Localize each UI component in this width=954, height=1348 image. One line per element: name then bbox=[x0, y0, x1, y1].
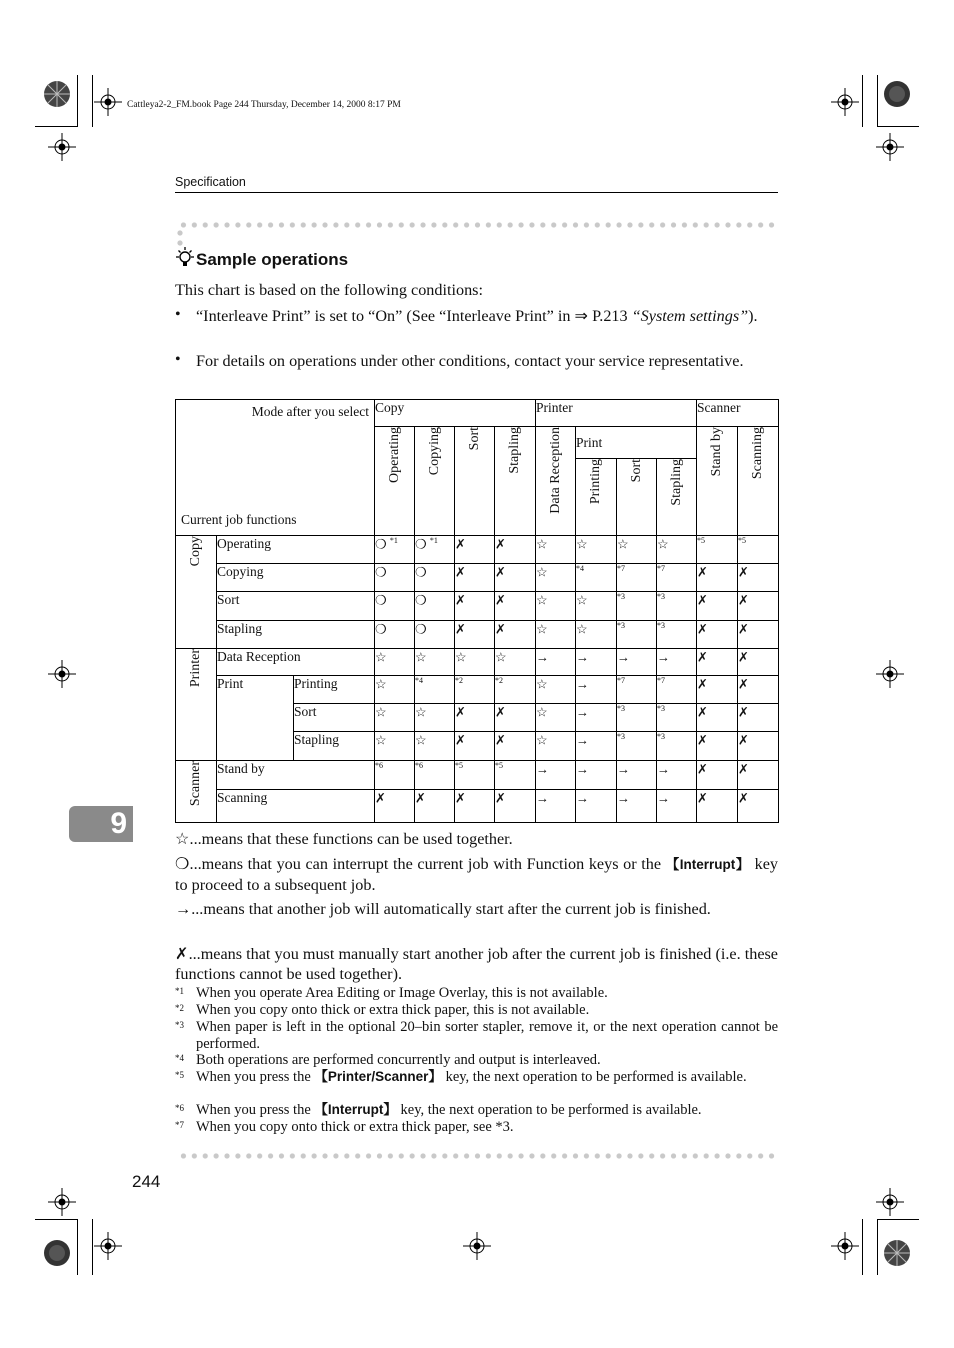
group-header-printer: Printer bbox=[536, 400, 697, 427]
footnote bbox=[175, 985, 778, 1002]
col-header: Stand by bbox=[709, 427, 725, 477]
row-group-header: Printer bbox=[188, 649, 203, 688]
table-cell: ❍ bbox=[415, 564, 455, 592]
row-label: Data Reception bbox=[217, 649, 301, 664]
table-cell: *5 bbox=[455, 761, 495, 790]
table-cell: ☆ bbox=[536, 732, 576, 761]
footnote-text: When you copy onto thick or extra thick paper, see *3. bbox=[196, 1119, 514, 1135]
row-label: Stapling bbox=[217, 621, 263, 636]
row-label: Sort bbox=[294, 704, 317, 719]
table-cell: ☆ bbox=[375, 732, 415, 761]
row-label: Printing bbox=[294, 676, 338, 691]
table-row bbox=[176, 761, 779, 790]
footnote-mark: *7 bbox=[175, 1120, 184, 1130]
dotted-corner bbox=[176, 228, 184, 248]
table-cell: ☆ bbox=[415, 704, 455, 732]
table-cell: ❍ bbox=[415, 621, 455, 649]
table-cell: ✗ bbox=[697, 790, 738, 823]
footnote bbox=[175, 1019, 778, 1052]
table-cell: ❍ bbox=[375, 592, 415, 621]
table-cell: ✗ bbox=[738, 621, 779, 649]
chapter-tab: 9 bbox=[69, 806, 133, 842]
col-header: Stapling bbox=[668, 459, 684, 506]
table-cell: *7 bbox=[657, 564, 697, 592]
table-cell: → bbox=[576, 676, 617, 704]
table-cell: ✗ bbox=[697, 592, 738, 621]
table-row bbox=[176, 676, 779, 704]
col-header: Sort bbox=[628, 459, 644, 483]
footnote-text: When paper is left in the optional 20–bin sorter stapler, remove it, or the next operation cannot be performed. bbox=[196, 1019, 778, 1052]
table-cell: ☆ bbox=[455, 649, 495, 676]
bullet-item: For details on operations under other conditions, contact your service representative. bbox=[196, 352, 744, 370]
table-cell: ☆ bbox=[375, 704, 415, 732]
table-cell: *3 bbox=[617, 592, 657, 621]
table-cell: ☆ bbox=[536, 704, 576, 732]
table-cell: ✗ bbox=[697, 649, 738, 676]
bullet-item: “Interleave Print” is set to “On” (See “Interleave Print” in ⇒ P.213 “System settings”). bbox=[196, 307, 758, 325]
table-cell: → bbox=[657, 790, 697, 823]
table-cell: ✗ bbox=[738, 732, 779, 761]
dotted-divider bbox=[178, 221, 778, 229]
table-cell: ☆ bbox=[536, 536, 576, 564]
legend-star: ☆...means that these functions can be used together. bbox=[175, 830, 513, 848]
registration-mark-icon bbox=[94, 88, 122, 116]
footnote bbox=[175, 1102, 778, 1119]
table-cell: → bbox=[576, 790, 617, 823]
table-cell: *3 bbox=[617, 732, 657, 761]
table-cell: ☆ bbox=[576, 592, 617, 621]
file-header: Cattleya2-2_FM.book Page 244 Thursday, December 14, 2000 8:17 PM bbox=[127, 100, 401, 110]
table-cell: ✗ bbox=[697, 732, 738, 761]
table-cell: *6 bbox=[415, 761, 455, 790]
table-cell: ☆ bbox=[576, 536, 617, 564]
table-cell: *3 bbox=[617, 621, 657, 649]
bullet-marker: • bbox=[175, 306, 181, 323]
table-cell: *3 bbox=[657, 592, 697, 621]
table-row bbox=[176, 564, 779, 592]
row-group-header: Scanner bbox=[188, 761, 203, 807]
table-cell: ✗ bbox=[495, 536, 536, 564]
table-cell: *3 bbox=[657, 732, 697, 761]
table-row bbox=[176, 592, 779, 621]
page-number: 244 bbox=[132, 1172, 161, 1191]
registration-mark-icon bbox=[48, 1188, 76, 1216]
row-label: Stand by bbox=[217, 761, 265, 776]
registration-mark-icon bbox=[94, 1232, 122, 1260]
table-cell: ✗ bbox=[375, 790, 415, 823]
registration-mark-icon bbox=[831, 1232, 859, 1260]
group-header-copy: Copy bbox=[375, 400, 536, 427]
table-cell: *2 bbox=[455, 676, 495, 704]
footnote-text: Both operations are performed concurrently and output is interleaved. bbox=[196, 1052, 601, 1068]
table-cell: ☆ bbox=[495, 649, 536, 676]
footnote bbox=[175, 1119, 778, 1136]
table-cell: → bbox=[617, 790, 657, 823]
table-cell: ☆ bbox=[576, 621, 617, 649]
col-header: Copying bbox=[426, 427, 442, 476]
table-cell: → bbox=[657, 649, 697, 676]
footnote-mark: *4 bbox=[175, 1053, 184, 1063]
footnote bbox=[175, 1002, 778, 1019]
legend-circle: ❍...means that you can interrupt the current job with Function keys or the 【Interrupt】 key to proceed to a subsequent job. bbox=[175, 855, 778, 894]
bullet-marker: • bbox=[175, 351, 181, 368]
table-cell: ✗ bbox=[738, 649, 779, 676]
footnote bbox=[175, 1052, 778, 1069]
registration-mark-icon bbox=[831, 88, 859, 116]
table-cell: ☆ bbox=[536, 621, 576, 649]
table-cell: ✗ bbox=[738, 676, 779, 704]
table-cell: *7 bbox=[617, 564, 657, 592]
table-cell: *7 bbox=[617, 676, 657, 704]
row-label: Scanning bbox=[217, 790, 268, 805]
table-cell: ❍ bbox=[375, 621, 415, 649]
footnote-mark: *1 bbox=[175, 986, 184, 996]
header-rule bbox=[175, 192, 778, 193]
table-cell: → bbox=[576, 761, 617, 790]
table-cell: ❍ bbox=[375, 564, 415, 592]
row-label: Stapling bbox=[294, 732, 340, 747]
table-cell: ✗ bbox=[495, 564, 536, 592]
dotted-divider bbox=[178, 1152, 778, 1160]
footnote bbox=[175, 1069, 778, 1086]
table-row bbox=[176, 790, 779, 823]
table-cell: → bbox=[657, 761, 697, 790]
table-row bbox=[176, 621, 779, 649]
table-cell: ☆ bbox=[617, 536, 657, 564]
col-header: Operating bbox=[386, 427, 402, 483]
table-cell: ✗ bbox=[738, 790, 779, 823]
registration-mark-icon bbox=[876, 1188, 904, 1216]
table-cell: ✗ bbox=[455, 564, 495, 592]
interrupt-key: 【Interrupt】 bbox=[665, 857, 750, 872]
table-cell: ✗ bbox=[697, 761, 738, 790]
table-cell: *4 bbox=[576, 564, 617, 592]
row-label: Sort bbox=[217, 592, 240, 607]
table-cell: → bbox=[617, 761, 657, 790]
registration-mark-icon bbox=[48, 660, 76, 688]
table-cell: *3 bbox=[617, 704, 657, 732]
table-cell: ☆ bbox=[375, 649, 415, 676]
table-cell: ✗ bbox=[455, 621, 495, 649]
table-cell: ❍ $^{*1}$ bbox=[375, 536, 415, 564]
table-cell: *5 bbox=[495, 761, 536, 790]
col-header: Stapling bbox=[507, 427, 523, 474]
table-cell: ✗ bbox=[495, 704, 536, 732]
operations-table bbox=[175, 399, 779, 823]
footnote-mark: *2 bbox=[175, 1003, 184, 1013]
table-cell: → bbox=[536, 649, 576, 676]
table-cell: ✗ bbox=[738, 564, 779, 592]
footnote-text: When you operate Area Editing or Image Overlay, this is not available. bbox=[196, 985, 608, 1001]
group-header-scanner: Scanner bbox=[697, 400, 779, 427]
table-cell: ✗ bbox=[495, 790, 536, 823]
print-subheader: Print bbox=[576, 427, 697, 459]
table-cell: *5 bbox=[697, 536, 738, 564]
table-cell: ✗ bbox=[495, 592, 536, 621]
table-cell: ✗ bbox=[697, 621, 738, 649]
section-title: Sample operations bbox=[196, 250, 349, 269]
row-label: Copying bbox=[217, 564, 264, 579]
footnote-text: When you press the 【Interrupt】 key, the next operation to be performed is available. bbox=[196, 1102, 702, 1118]
footnote-mark: *5 bbox=[175, 1070, 184, 1080]
table-cell: ✗ bbox=[697, 564, 738, 592]
color-target-icon bbox=[883, 1239, 911, 1267]
table-cell: ☆ bbox=[536, 676, 576, 704]
running-header: Specification bbox=[175, 175, 246, 189]
row-label: Operating bbox=[217, 536, 271, 551]
table-cell: ☆ bbox=[415, 732, 455, 761]
table-cell: *3 bbox=[657, 621, 697, 649]
table-cell: ✗ bbox=[697, 676, 738, 704]
table-cell: → bbox=[536, 761, 576, 790]
table-cell: ❍ bbox=[415, 592, 455, 621]
row-group-header: Copy bbox=[188, 536, 203, 567]
table-cell: → bbox=[576, 649, 617, 676]
table-cell: ☆ bbox=[536, 564, 576, 592]
table-cell: *5 bbox=[738, 536, 779, 564]
color-target-icon bbox=[43, 80, 71, 108]
table-cell: ☆ bbox=[657, 536, 697, 564]
col-header: Data Reception bbox=[547, 427, 563, 514]
footnote-mark: *6 bbox=[175, 1103, 184, 1113]
footnote-text: When you press the 【Printer/Scanner】 key, the next operation to be performed is available. bbox=[196, 1069, 747, 1085]
col-header: Sort bbox=[466, 427, 482, 451]
registration-mark-icon bbox=[463, 1232, 491, 1260]
table-cell: *4 bbox=[415, 676, 455, 704]
legend-cross: ✗...means that you must manually start another job after the current job is finished (i.e. these functions cannot be used together). bbox=[175, 945, 778, 983]
table-cell: *6 bbox=[375, 761, 415, 790]
table-cell: ✗ bbox=[697, 704, 738, 732]
table-cell: → bbox=[536, 790, 576, 823]
table-cell: ❍ $^{*1}$ bbox=[415, 536, 455, 564]
table-row bbox=[176, 649, 779, 676]
table-cell: → bbox=[576, 704, 617, 732]
row-label: Print bbox=[217, 676, 244, 691]
footnote-mark: *3 bbox=[175, 1020, 184, 1030]
corner-bottom-label: Current job functions bbox=[181, 512, 297, 527]
table-cell: ✗ bbox=[738, 761, 779, 790]
table-cell: ✗ bbox=[455, 592, 495, 621]
table-cell: ✗ bbox=[455, 704, 495, 732]
table-cell: ☆ bbox=[536, 592, 576, 621]
table-cell: ☆ bbox=[375, 676, 415, 704]
table-cell: ✗ bbox=[455, 790, 495, 823]
footnote-text: When you copy onto thick or extra thick paper, this is not available. bbox=[196, 1002, 590, 1018]
intro-text: This chart is based on the following conditions: bbox=[175, 281, 483, 299]
table-cell: *2 bbox=[495, 676, 536, 704]
table-cell: ✗ bbox=[455, 536, 495, 564]
table-cell: ✗ bbox=[495, 732, 536, 761]
registration-mark-icon bbox=[876, 660, 904, 688]
table-cell: ✗ bbox=[738, 704, 779, 732]
lightbulb-icon bbox=[175, 247, 195, 269]
corner-top-label: Mode after you select bbox=[251, 404, 370, 419]
legend-arrow: →...means that another job will automatically start after the current job is finished. bbox=[175, 900, 711, 918]
col-header: Printing bbox=[588, 459, 604, 505]
table-cell: ✗ bbox=[455, 732, 495, 761]
table-cell: *3 bbox=[657, 704, 697, 732]
registration-mark-icon bbox=[48, 133, 76, 161]
table-cell: ✗ bbox=[738, 592, 779, 621]
table-cell: → bbox=[576, 732, 617, 761]
table-corner-cell bbox=[176, 400, 375, 536]
col-header: Scanning bbox=[750, 427, 766, 480]
registration-mark-icon bbox=[876, 133, 904, 161]
table-row bbox=[176, 536, 779, 564]
table-cell: → bbox=[617, 649, 657, 676]
color-target-icon bbox=[43, 1239, 71, 1267]
table-cell: ☆ bbox=[415, 649, 455, 676]
table-cell: ✗ bbox=[495, 621, 536, 649]
table-cell: ✗ bbox=[415, 790, 455, 823]
table-cell: *7 bbox=[657, 676, 697, 704]
color-target-icon bbox=[883, 80, 911, 108]
